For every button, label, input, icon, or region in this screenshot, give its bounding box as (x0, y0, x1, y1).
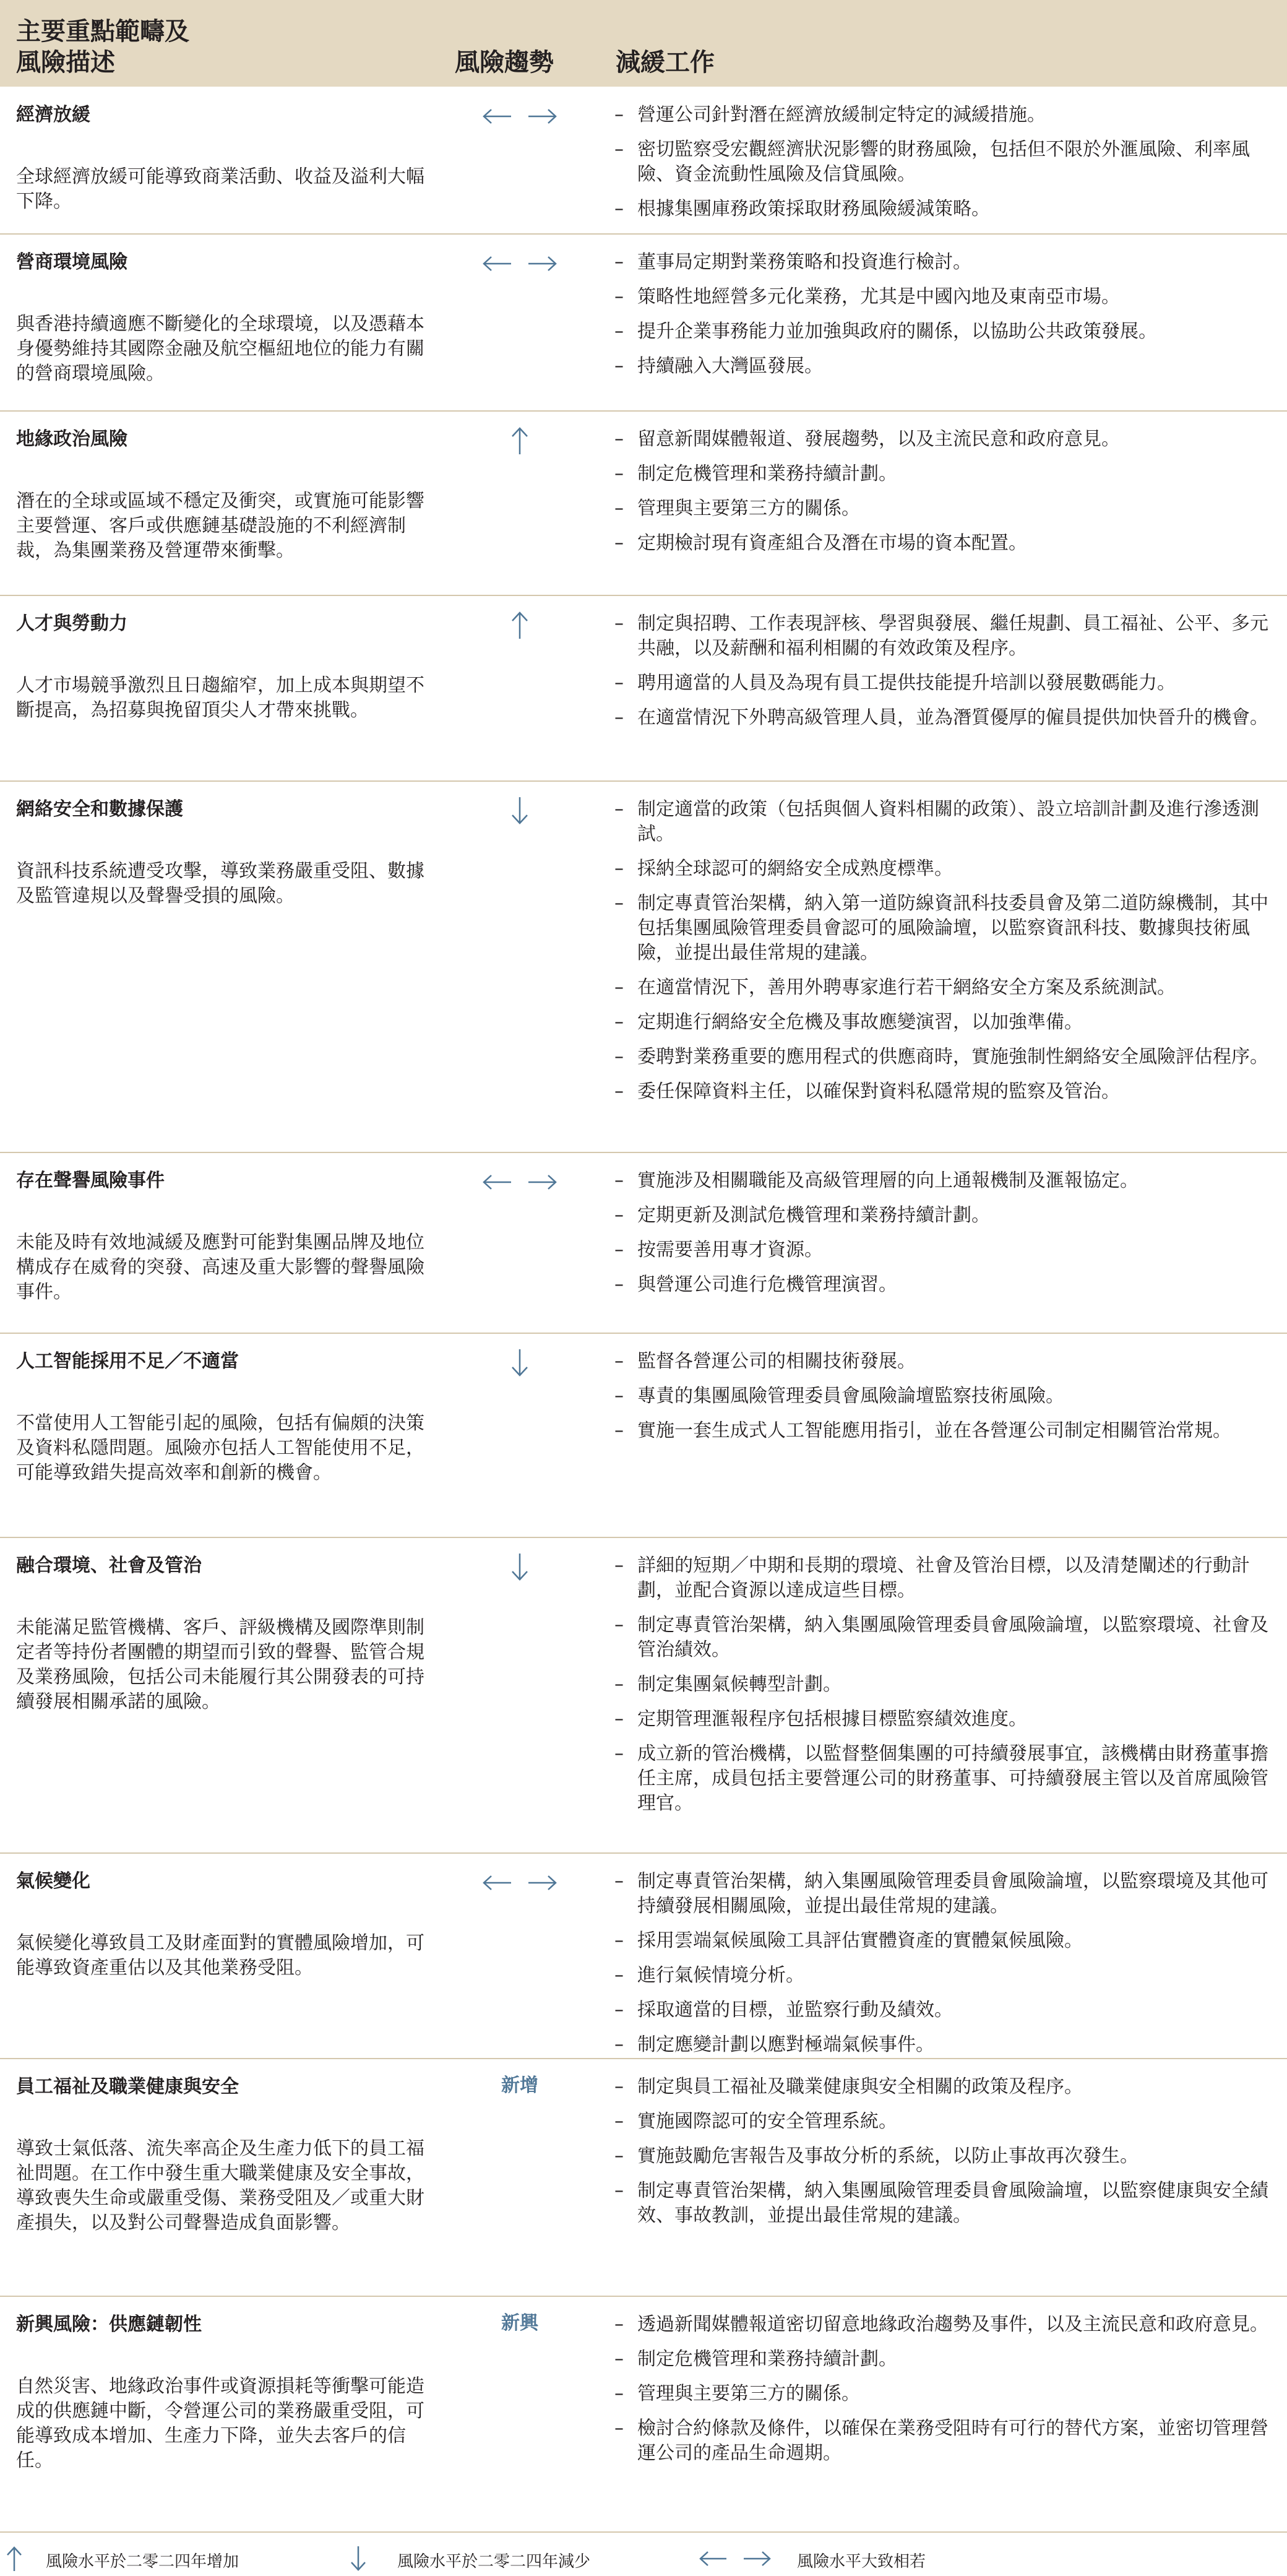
risk-row (0, 1333, 1287, 1537)
mitigation-text: 實施涉及相關職能及高級管理層的向上通報機制及滙報協定。 (637, 1170, 1138, 1191)
mitigation-item (613, 1707, 1272, 1732)
mitigation-item (613, 1010, 1272, 1035)
bullet-dash-icon: – (614, 1011, 624, 1033)
bullet-dash-icon: – (614, 613, 624, 634)
mitigation-text: 按需要善用專才資源。 (637, 1239, 823, 1261)
mitigation-item (613, 250, 1272, 275)
bullet-dash-icon: – (614, 2383, 624, 2405)
bullet-dash-icon: – (614, 532, 624, 554)
bullet-dash-icon: – (614, 355, 624, 377)
mitigation-text: 制定專責管治架構，納入第一道防線資訊科技委員會及第二道防線機制，其中包括集團風險管理委員會認可的風險論壇，以監察資訊科技、數據與技術風險，並提出最佳常規的建議。 (637, 893, 1268, 964)
risk-title: 融合環境、社會及管治 (16, 1555, 202, 1576)
header-risk-description: 主要重點範疇及 風險描述 (16, 17, 189, 77)
risk-trend (458, 103, 582, 129)
bullet-dash-icon: – (614, 1999, 624, 2021)
arrow-down-icon (507, 1348, 532, 1378)
row-divider (0, 1537, 1287, 1538)
mitigation-text: 實施國際認可的安全管理系統。 (637, 2111, 897, 2132)
row-divider (0, 410, 1287, 412)
mitigation-item (613, 2075, 1272, 2099)
mitigation-item (613, 1742, 1272, 1816)
bullet-dash-icon: – (614, 1420, 624, 1441)
mitigation-item (613, 2312, 1272, 2337)
risk-title: 人才與勞動力 (16, 613, 127, 634)
mitigation-list (613, 427, 1272, 566)
row-divider (0, 1333, 1287, 1334)
bullet-dash-icon: – (614, 321, 624, 342)
bullet-dash-icon: – (614, 198, 624, 220)
mitigation-text: 採取適當的目標，並監察行動及績效。 (637, 1999, 953, 2021)
mitigation-item (613, 1554, 1272, 1603)
mitigation-item (613, 1273, 1272, 1297)
mitigation-item (613, 1349, 1272, 1374)
row-divider (0, 2058, 1287, 2059)
mitigation-item (613, 319, 1272, 344)
legend-down-label: 風險水平於二零二四年減少 (397, 2552, 591, 2571)
mitigation-item (613, 1869, 1272, 1919)
mitigation-text: 詳細的短期／中期和長期的環境、社會及管治目標，以及清楚闡述的行動計劃，並配合資源以達成這些目標。 (637, 1555, 1250, 1601)
mitigation-item (613, 1079, 1272, 1104)
mitigation-item (613, 1238, 1272, 1263)
mitigation-text: 定期檢討現有資產組合及潛在市場的資本配置。 (637, 532, 1027, 554)
mitigation-text: 監督各營運公司的相關技術發展。 (637, 1351, 916, 1372)
mitigation-text: 透過新聞媒體報道密切留意地緣政治趨勢及事件，以及主流民意和政府意見。 (637, 2314, 1268, 2335)
risk-description: 資訊科技系統遭受攻擊，導致業務嚴重受阻、數據及監管違規以及聲譽受損的風險。 (16, 860, 424, 907)
risk-description: 未能及時有效地減緩及應對可能對集團品牌及地位構成存在威脅的突發、高速及重大影響的聲譽風險事件。 (16, 1232, 424, 1303)
legend-stable-label: 風險水平大致相若 (797, 2552, 926, 2571)
bullet-dash-icon: – (614, 2034, 624, 2055)
risk-description: 導致士氣低落、流失率高企及生產力低下的員工福祉問題。在工作中發生重大職業健康及安全事故，導致喪失生命或嚴重受傷、業務受阻及／或重大財產損失，以及對公司聲譽造成負面影響。 (16, 2138, 424, 2234)
bullet-dash-icon: – (614, 2076, 624, 2098)
mitigation-item (613, 857, 1272, 881)
bullet-dash-icon: – (614, 2111, 624, 2132)
risk-row (0, 2059, 1287, 2296)
mitigation-item (613, 1998, 1272, 2023)
mitigation-item (613, 2179, 1272, 2228)
mitigation-text: 聘用適當的人員及為現有員工提供技能提升培訓以發展數碼能力。 (637, 672, 1176, 694)
mitigation-item (613, 197, 1272, 222)
mitigation-item (613, 1203, 1272, 1228)
mitigation-text: 留意新聞媒體報道、發展趨勢，以及主流民意和政府意見。 (637, 428, 1120, 450)
bullet-dash-icon: – (614, 1351, 624, 1372)
risk-row (0, 411, 1287, 595)
bullet-dash-icon: – (614, 2418, 624, 2439)
mitigation-item (613, 531, 1272, 556)
risk-description: 全球經濟放緩可能導致商業活動、收益及溢利大幅下降。 (16, 166, 424, 212)
risk-description: 潛在的全球或區域不穩定及衝突，或實施可能影響主要營運、客戶或供應鏈基礎設施的不利經濟制裁，為集團業務及營運帶來衝擊。 (16, 490, 424, 561)
risk-trend (458, 1869, 582, 1895)
mitigation-item (613, 2109, 1272, 2134)
risk-trend (458, 610, 582, 640)
risk-title: 營商環境風險 (16, 251, 127, 273)
mitigation-text: 制定專責管治架構，納入集團風險管理委員會風險論壇，以監察健康與安全績效、事故教訓，並提出最佳常規的建議。 (637, 2180, 1268, 2226)
risk-description: 氣候變化導致員工及財產面對的實體風險增加，可能導致資產重估以及其他業務受阻。 (16, 1932, 424, 1979)
risk-title: 新興風險：供應鏈韌性 (16, 2314, 202, 2335)
risk-description: 自然災害、地緣政治事件或資源損耗等衝擊可能造成的供應鏈中斷，令營運公司的業務嚴重受阻，可能導致成本增加、生產力下降，並失去客戶的信任。 (16, 2375, 424, 2471)
mitigation-list (613, 1869, 1272, 2067)
mitigation-text: 實施一套生成式人工智能應用指引，並在各營運公司制定相關管治常規。 (637, 1420, 1231, 1441)
mitigation-list (613, 797, 1272, 1114)
risk-trend (458, 426, 582, 456)
risk-trend: 新增 (501, 2075, 538, 2096)
mitigation-text: 實施鼓勵危害報告及事故分析的系統，以防止事故再次發生。 (637, 2145, 1138, 2167)
bullet-dash-icon: – (614, 139, 624, 160)
mitigation-item (613, 1613, 1272, 1662)
risk-description: 未能滿足監管機構、客戶、評級機構及國際準則制定者等持份者團體的期望而引致的聲譽、監管合規及業務風險，包括公司未能履行其公開發表的可持續發展相關承諾的風險。 (16, 1617, 424, 1713)
mitigation-text: 進行氣候情境分析。 (637, 1964, 804, 1986)
bullet-dash-icon: – (614, 1614, 624, 1636)
mitigation-list (613, 1554, 1272, 1826)
row-divider (0, 1852, 1287, 1854)
mitigation-item (613, 612, 1272, 661)
mitigation-item (613, 671, 1272, 696)
risk-trend (458, 1552, 582, 1582)
mitigation-text: 在適當情況下外聘高級管理人員，並為潛質優厚的僱員提供加快晉升的機會。 (637, 707, 1268, 728)
bullet-dash-icon: – (614, 1081, 624, 1102)
risk-row (0, 1152, 1287, 1333)
arrow-left-right-icon (481, 1870, 558, 1895)
mitigation-list (613, 103, 1272, 231)
arrow-left-right-icon (481, 251, 558, 276)
risk-row (0, 595, 1287, 781)
bullet-dash-icon: – (614, 1870, 624, 1892)
mitigation-item (613, 2144, 1272, 2169)
arrow-down-icon (507, 796, 532, 826)
mitigation-item (613, 2033, 1272, 2057)
bullet-dash-icon: – (614, 1708, 624, 1730)
risk-row (0, 2296, 1287, 2531)
mitigation-item (613, 1419, 1272, 1443)
risk-row (0, 87, 1287, 234)
bullet-dash-icon: – (614, 2180, 624, 2202)
mitigation-text: 定期更新及測試危機管理和業務持續計劃。 (637, 1204, 990, 1226)
mitigation-item (613, 706, 1272, 730)
mitigation-item (613, 975, 1272, 1000)
risk-row (0, 1537, 1287, 1853)
risk-row (0, 781, 1287, 1152)
bullet-dash-icon: – (614, 1204, 624, 1226)
bullet-dash-icon: – (614, 1555, 624, 1576)
bullet-dash-icon: – (614, 1046, 624, 1068)
mitigation-list (613, 2312, 1272, 2476)
risk-trend (458, 1169, 582, 1195)
risk-title: 經濟放緩 (16, 104, 90, 126)
mitigation-text: 制定危機管理和業務持續計劃。 (637, 463, 897, 485)
risk-row (0, 234, 1287, 411)
bullet-dash-icon: – (614, 2314, 624, 2335)
mitigation-item (613, 285, 1272, 309)
risk-title: 氣候變化 (16, 1870, 90, 1892)
arrow-down-icon (507, 1552, 532, 1582)
bullet-dash-icon: – (614, 251, 624, 273)
mitigation-item (613, 2347, 1272, 2372)
mitigation-text: 制定集團氣候轉型計劃。 (637, 1674, 842, 1695)
mitigation-text: 密切監察受宏觀經濟狀況影響的財務風險，包括但不限於外滙風險、利率風險、資金流動性風險及信貸風險。 (637, 139, 1250, 185)
risk-trend (458, 1348, 582, 1378)
bullet-dash-icon: – (614, 798, 624, 820)
risk-description: 與香港持續適應不斷變化的全球環境，以及憑藉本身優勢維持其國際金融及航空樞紐地位的能力有關的營商環境風險。 (16, 313, 424, 384)
arrow-down-icon (348, 2545, 369, 2572)
mitigation-text: 管理與主要第三方的關係。 (637, 2383, 860, 2405)
mitigation-list (613, 612, 1272, 740)
mitigation-item (613, 354, 1272, 379)
header-risk-trend: 風險趨勢 (455, 48, 554, 77)
mitigation-text: 定期進行網絡安全危機及事故應變演習，以加強準備。 (637, 1011, 1083, 1033)
mitigation-item (613, 1045, 1272, 1070)
mitigation-item (613, 1672, 1272, 1697)
mitigation-text: 檢討合約條款及條件，以確保在業務受阻時有可行的替代方案，並密切管理營運公司的產品生命週期。 (637, 2418, 1268, 2464)
risk-description: 不當使用人工智能引起的風險，包括有偏頗的決策及資料私隱問題。風險亦包括人工智能使用不足，可能導致錯失提高效率和創新的機會。 (16, 1412, 424, 1484)
mitigation-item (613, 103, 1272, 128)
mitigation-item (613, 137, 1272, 187)
header-mitigation: 減緩工作 (616, 48, 715, 77)
mitigation-text: 營運公司針對潛在經濟放緩制定特定的減緩措施。 (637, 104, 1046, 126)
risk-title: 員工福祉及職業健康與安全 (16, 2076, 239, 2098)
mitigation-text: 制定適當的政策（包括與個人資料相關的政策）、設立培訓計劃及進行滲透測試。 (637, 798, 1259, 845)
mitigation-item (613, 1169, 1272, 1193)
bullet-dash-icon: – (614, 893, 624, 914)
mitigation-text: 專責的集團風險管理委員會風險論壇監察技術風險。 (637, 1385, 1064, 1407)
risk-row (0, 1853, 1287, 2059)
bullet-dash-icon: – (614, 858, 624, 880)
arrow-left-right-icon (481, 1170, 558, 1195)
table-header (0, 0, 1287, 87)
arrow-up-icon (507, 426, 532, 456)
mitigation-text: 委聘對業務重要的應用程式的供應商時，實施強制性網絡安全風險評估程序。 (637, 1046, 1268, 1068)
mitigation-list (613, 2075, 1272, 2238)
mitigation-list (613, 1169, 1272, 1307)
bullet-dash-icon: – (614, 1274, 624, 1295)
mitigation-text: 管理與主要第三方的關係。 (637, 498, 860, 519)
row-divider (0, 780, 1287, 782)
mitigation-item (613, 2416, 1272, 2466)
mitigation-text: 制定與招聘、工作表現評核、學習與發展、繼任規劃、員工福祉、公平、多元共融，以及薪酬和福利相關的有效政策及程序。 (637, 613, 1268, 659)
bullet-dash-icon: – (614, 1385, 624, 1407)
mitigation-item (613, 496, 1272, 521)
risk-title: 人工智能採用不足／不適當 (16, 1351, 239, 1372)
mitigation-text: 持續融入大灣區發展。 (637, 355, 823, 377)
mitigation-item (613, 1929, 1272, 1953)
bullet-dash-icon: – (614, 1743, 624, 1765)
mitigation-text: 制定應變計劃以應對極端氣候事件。 (637, 2034, 934, 2055)
bullet-dash-icon: – (614, 1239, 624, 1261)
bullet-dash-icon: – (614, 1930, 624, 1951)
mitigation-text: 提升企業事務能力並加強與政府的關係，以協助公共政策發展。 (637, 321, 1157, 342)
mitigation-text: 根據集團庫務政策採取財務風險緩減策略。 (637, 198, 990, 220)
bullet-dash-icon: – (614, 672, 624, 694)
arrow-left-right-icon (698, 2545, 772, 2572)
mitigation-item (613, 427, 1272, 452)
mitigation-list (613, 1349, 1272, 1453)
row-divider (0, 233, 1287, 235)
mitigation-item (613, 891, 1272, 966)
mitigation-item (613, 797, 1272, 847)
bullet-dash-icon: – (614, 707, 624, 728)
mitigation-text: 與營運公司進行危機管理演習。 (637, 1274, 897, 1295)
bullet-dash-icon: – (614, 1674, 624, 1695)
risk-title: 地緣政治風險 (16, 428, 127, 450)
bullet-dash-icon: – (614, 463, 624, 485)
bullet-dash-icon: – (614, 1964, 624, 1986)
bullet-dash-icon: – (614, 2145, 624, 2167)
legend-up-label: 風險水平於二零二四年增加 (46, 2552, 239, 2571)
mitigation-text: 在適當情況下，善用外聘專家進行若干網絡安全方案及系統測試。 (637, 977, 1176, 998)
mitigation-text: 董事局定期對業務策略和投資進行檢討。 (637, 251, 971, 273)
arrow-up-icon (507, 610, 532, 640)
legend (0, 2543, 1287, 2574)
bullet-dash-icon: – (614, 104, 624, 126)
risk-trend (458, 796, 582, 826)
mitigation-text: 採納全球認可的網絡安全成熟度標準。 (637, 858, 953, 880)
legend-divider (0, 2531, 1287, 2533)
mitigation-text: 策略性地經營多元化業務，尤其是中國內地及東南亞市場。 (637, 286, 1120, 308)
risk-title: 網絡安全和數據保護 (16, 798, 183, 820)
risk-trend: 新興 (501, 2312, 538, 2334)
mitigation-item (613, 1963, 1272, 1988)
mitigation-text: 定期管理滙報程序包括根據目標監察績效進度。 (637, 1708, 1027, 1730)
risk-title: 存在聲譽風險事件 (16, 1170, 165, 1191)
mitigation-item (613, 462, 1272, 486)
arrow-left-right-icon (481, 104, 558, 129)
mitigation-item (613, 1384, 1272, 1409)
bullet-dash-icon: – (614, 1170, 624, 1191)
row-divider (0, 2296, 1287, 2297)
bullet-dash-icon: – (614, 286, 624, 308)
bullet-dash-icon: – (614, 2348, 624, 2370)
mitigation-text: 委任保障資料主任，以確保對資料私隱常規的監察及管治。 (637, 1081, 1120, 1102)
mitigation-text: 制定專責管治架構，納入集團風險管理委員會風險論壇，以監察環境、社會及管治績效。 (637, 1614, 1268, 1661)
bullet-dash-icon: – (614, 498, 624, 519)
mitigation-item (613, 2382, 1272, 2406)
mitigation-text: 制定專責管治架構，納入集團風險管理委員會風險論壇，以監察環境及其他可持續發展相關風險，並提出最佳常規的建議。 (637, 1870, 1268, 1917)
risk-description: 人才市場競爭激烈且日趨縮窄，加上成本與期望不斷提高，為招募與挽留頂尖人才帶來挑戰。 (16, 675, 424, 721)
arrow-up-icon (4, 2545, 25, 2572)
mitigation-text: 採用雲端氣候風險工具評估實體資產的實體氣候風險。 (637, 1930, 1083, 1951)
row-divider (0, 595, 1287, 596)
mitigation-list (613, 250, 1272, 389)
mitigation-text: 制定與員工福祉及職業健康與安全相關的政策及程序。 (637, 2076, 1083, 2098)
mitigation-text: 制定危機管理和業務持續計劃。 (637, 2348, 897, 2370)
mitigation-text: 成立新的管治機構，以監督整個集團的可持續發展事宜，該機構由財務董事擔任主席，成員包括主要營運公司的財務董事、可持續發展主管以及首席風險管理官。 (637, 1743, 1268, 1814)
bullet-dash-icon: – (614, 977, 624, 998)
bullet-dash-icon: – (614, 428, 624, 450)
risk-trend (458, 250, 582, 276)
row-divider (0, 1152, 1287, 1153)
